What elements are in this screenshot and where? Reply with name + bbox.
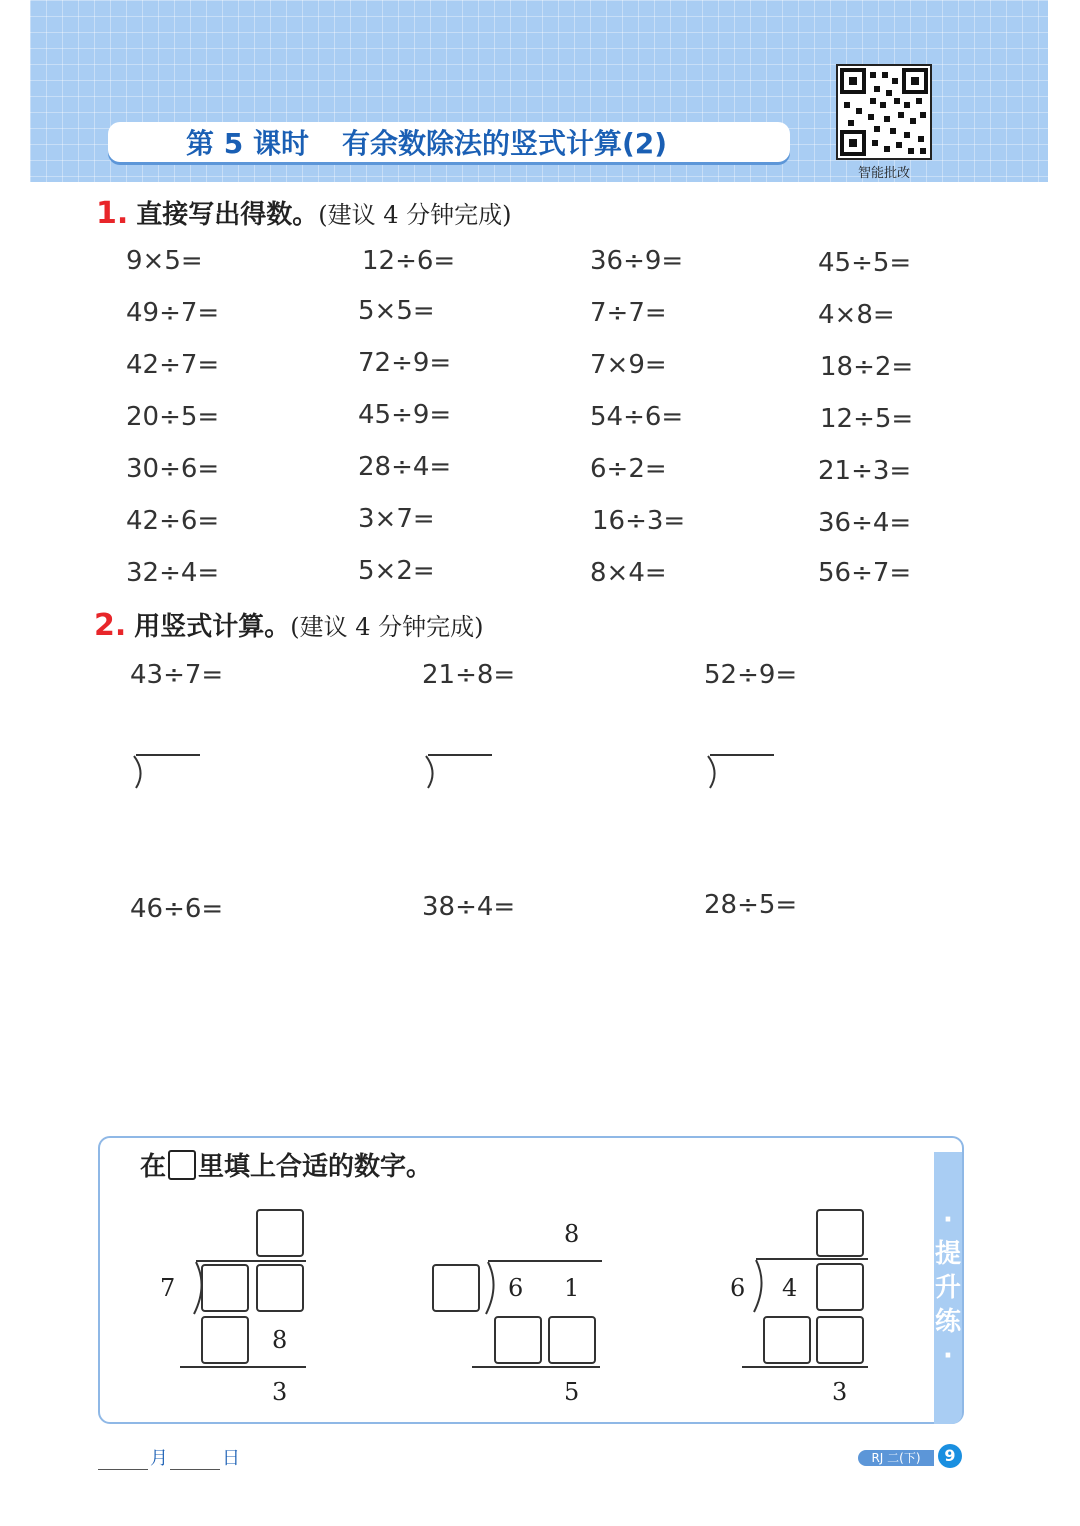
division-bracket	[474, 1258, 602, 1318]
oral-problem: 6÷2=	[590, 454, 667, 484]
edition-code: RJ 二(下)	[858, 1450, 934, 1466]
vertical-problem: 38÷4=	[422, 892, 516, 922]
remainder-digit: 3	[832, 1378, 848, 1406]
oral-problem: 8×4=	[590, 558, 667, 588]
section2-number: 2.	[94, 608, 127, 643]
division-bracket	[422, 752, 492, 792]
blank-box-sample	[168, 1150, 196, 1180]
lesson-topic: 有余数除法的竖式计算(2)	[342, 127, 668, 160]
oral-problem: 4×8=	[818, 300, 895, 330]
oral-problem: 49÷7=	[126, 298, 220, 328]
challenge-text-before: 在	[140, 1152, 167, 1182]
side-tab-char: 升	[934, 1273, 961, 1303]
day-label: 日	[222, 1448, 240, 1469]
oral-problem: 5×2=	[358, 556, 435, 586]
dividend-tens-blank[interactable]	[201, 1264, 249, 1312]
oral-problem: 3×7=	[358, 504, 435, 534]
subtraction-line	[742, 1366, 868, 1368]
quotient-blank[interactable]	[256, 1209, 304, 1257]
lesson-title-bar	[108, 122, 790, 162]
oral-problem: 7×9=	[590, 350, 667, 380]
month-label: 月	[150, 1448, 168, 1469]
oral-problem: 36÷9=	[590, 246, 684, 276]
product-tens-blank[interactable]	[763, 1316, 811, 1364]
dividend-ones-blank[interactable]	[256, 1264, 304, 1312]
lesson-number: 第 5 课时	[186, 127, 309, 160]
challenge-text-after: 里填上合适的数字。	[198, 1152, 433, 1182]
dividend-ones-blank[interactable]	[816, 1263, 864, 1311]
dividend-tens-digit: 4	[782, 1274, 798, 1302]
oral-problem: 32÷4=	[126, 558, 220, 588]
oral-problem: 45÷9=	[358, 400, 452, 430]
dividend-ones-digit: 1	[564, 1274, 580, 1302]
oral-problem: 42÷6=	[126, 506, 220, 536]
oral-problem: 54÷6=	[590, 402, 684, 432]
vertical-problem: 46÷6=	[130, 894, 224, 924]
oral-problem: 42÷7=	[126, 350, 220, 380]
subtraction-line	[180, 1366, 306, 1368]
section1-hint: (建议 4 分钟完成)	[318, 201, 512, 229]
oral-problem: 7÷7=	[590, 298, 667, 328]
product-tens-blank[interactable]	[494, 1316, 542, 1364]
oral-problem: 12÷6=	[362, 246, 456, 276]
oral-problem: 18÷2=	[820, 352, 914, 382]
oral-problem: 16÷3=	[592, 506, 686, 536]
vertical-problem: 43÷7=	[130, 660, 224, 690]
challenge-heading	[140, 1146, 432, 1183]
oral-problem: 30÷6=	[126, 454, 220, 484]
divisor-blank[interactable]	[432, 1264, 480, 1312]
oral-problem: 45÷5=	[818, 248, 912, 278]
divisor-digit: 6	[730, 1274, 746, 1302]
section1-number: 1.	[96, 196, 129, 231]
side-tab-dot: ·	[943, 1341, 953, 1371]
vertical-problem: 28÷5=	[704, 890, 798, 920]
oral-problem: 72÷9=	[358, 348, 452, 378]
qr-code-icon[interactable]	[836, 64, 932, 160]
subtraction-line	[472, 1366, 600, 1368]
page-number: 9	[938, 1444, 962, 1468]
dividend-tens-digit: 6	[508, 1274, 524, 1302]
remainder-digit: 5	[564, 1378, 580, 1406]
side-tab-char: 提	[934, 1239, 961, 1269]
section1-text: 直接写出得数。	[136, 200, 319, 230]
oral-problem: 5×5=	[358, 296, 435, 326]
section1-heading	[96, 194, 512, 231]
oral-problem: 21÷3=	[818, 456, 912, 486]
oral-problem: 12÷5=	[820, 404, 914, 434]
division-bracket	[704, 752, 774, 792]
section2-hint: (建议 4 分钟完成)	[290, 613, 484, 641]
division-bracket	[130, 752, 200, 792]
product-ones-blank[interactable]	[548, 1316, 596, 1364]
vertical-problem: 21÷8=	[422, 660, 516, 690]
section2-heading	[94, 606, 484, 643]
side-tab-char: 练	[934, 1307, 961, 1337]
month-blank[interactable]	[98, 1449, 148, 1470]
divisor-digit: 7	[160, 1274, 176, 1302]
oral-problem: 36÷4=	[818, 508, 912, 538]
qr-label: 智能批改	[857, 166, 910, 181]
product-ones-digit: 8	[272, 1326, 288, 1354]
quotient-digit: 8	[564, 1220, 580, 1248]
side-tab-practice	[934, 1152, 962, 1424]
product-ones-blank[interactable]	[816, 1316, 864, 1364]
oral-problem: 20÷5=	[126, 402, 220, 432]
oral-problem: 56÷7=	[818, 558, 912, 588]
side-tab-dot: ·	[943, 1205, 953, 1235]
date-field	[96, 1444, 240, 1470]
oral-problem: 9×5=	[126, 246, 203, 276]
product-tens-blank[interactable]	[201, 1316, 249, 1364]
oral-problem: 28÷4=	[358, 452, 452, 482]
vertical-problem: 52÷9=	[704, 660, 798, 690]
section2-text: 用竖式计算。	[134, 612, 291, 642]
day-blank[interactable]	[170, 1449, 220, 1470]
remainder-digit: 3	[272, 1378, 288, 1406]
quotient-blank[interactable]	[816, 1209, 864, 1257]
